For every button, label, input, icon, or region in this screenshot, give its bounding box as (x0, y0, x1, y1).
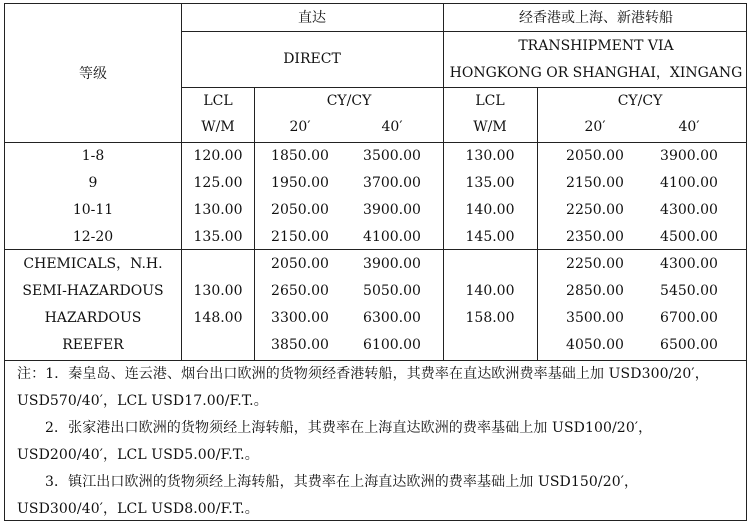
direct-40-cell: 6100.00 (363, 337, 421, 353)
rule (5, 142, 746, 143)
transhipment-header-en-2: HONGKONG OR SHANGHAI，XINGANG (449, 65, 743, 81)
note-2-line-1: 2．张家港出口欧洲的货物须经上海转船，其费率在上海直达欧洲的费率基础上加 USD100/20′， (45, 420, 653, 436)
direct-20-cell: 3850.00 (271, 337, 329, 353)
grade-cell: HAZARDOUS (44, 310, 142, 326)
direct-header-cn: 直达 (298, 10, 326, 26)
trans-40-cell: 4300.00 (660, 202, 718, 218)
rule (181, 31, 746, 32)
trans-20-cell: 2850.00 (566, 283, 624, 299)
trans-lcl-cell: 140.00 (465, 283, 515, 299)
trans-40-cell: 6700.00 (660, 310, 718, 326)
direct-40-cell: 3900.00 (363, 202, 421, 218)
direct-20-cell: 2150.00 (271, 229, 329, 245)
rule (181, 87, 746, 88)
trans-wm-header: W/M (473, 119, 507, 135)
trans-40-cell: 5450.00 (660, 283, 718, 299)
trans-lcl-cell: 145.00 (465, 229, 515, 245)
direct-lcl-header: LCL (203, 93, 233, 109)
trans-40-cell: 4100.00 (660, 175, 718, 191)
grade-cell: CHEMICALS，N.H. (23, 256, 163, 272)
grade-cell: 1-8 (81, 148, 105, 164)
direct-20-cell: 3300.00 (271, 310, 329, 326)
note-1-line-2: USD570/40′，LCL USD17.00/F.T.。 (17, 393, 268, 409)
direct-lcl-cell: 135.00 (193, 229, 243, 245)
rule (537, 87, 538, 360)
direct-40-header: 40′ (381, 119, 403, 135)
freight-rate-table (4, 3, 747, 521)
trans-40-cell: 3900.00 (660, 148, 718, 164)
direct-cycy-header: CY/CY (326, 93, 372, 109)
transhipment-header-cn: 经香港或上海、新港转船 (519, 10, 673, 26)
transhipment-header-en-1: TRANSHIPMENT VIA (518, 38, 674, 54)
trans-lcl-cell: 158.00 (465, 310, 515, 326)
direct-20-header: 20′ (289, 119, 311, 135)
trans-lcl-cell: 130.00 (465, 148, 515, 164)
note-3-line-2: USD300/40′，LCL USD8.00/F.T.。 (17, 501, 259, 517)
direct-40-cell: 6300.00 (363, 310, 421, 326)
trans-20-cell: 2350.00 (566, 229, 624, 245)
rule (5, 249, 746, 250)
direct-lcl-cell: 120.00 (193, 148, 243, 164)
trans-40-cell: 6500.00 (660, 337, 718, 353)
direct-40-cell: 3500.00 (363, 148, 421, 164)
rule (443, 4, 444, 360)
direct-lcl-cell: 130.00 (193, 283, 243, 299)
direct-lcl-cell: 130.00 (193, 202, 243, 218)
direct-40-cell: 5050.00 (363, 283, 421, 299)
direct-20-cell: 2050.00 (271, 202, 329, 218)
grade-cell: 12-20 (72, 229, 114, 245)
trans-40-cell: 4500.00 (660, 229, 718, 245)
direct-20-cell: 1950.00 (271, 175, 329, 191)
trans-20-cell: 2250.00 (566, 256, 624, 272)
trans-40-header: 40′ (678, 119, 700, 135)
grade-header: 等级 (79, 66, 107, 82)
grade-cell: 9 (88, 175, 98, 191)
direct-20-cell: 1850.00 (271, 148, 329, 164)
trans-20-cell: 2150.00 (566, 175, 624, 191)
trans-lcl-cell: 140.00 (465, 202, 515, 218)
trans-20-cell: 4050.00 (566, 337, 624, 353)
trans-20-cell: 2050.00 (566, 148, 624, 164)
direct-40-cell: 3700.00 (363, 175, 421, 191)
grade-cell: 10-11 (72, 202, 114, 218)
note-2-line-2: USD200/40′，LCL USD5.00/F.T.。 (17, 447, 259, 463)
note-1-line-1: 注：1．秦皇岛、连云港、烟台出口欧洲的货物须经香港转船，其费率在直达欧洲费率基础上加 USD300/20′， (17, 366, 709, 382)
trans-20-cell: 3500.00 (566, 310, 624, 326)
rule (181, 4, 182, 360)
direct-wm-header: W/M (201, 119, 235, 135)
grade-cell: REEFER (62, 337, 124, 353)
direct-20-cell: 2650.00 (271, 283, 329, 299)
grade-cell: SEMI-HAZARDOUS (22, 283, 164, 299)
direct-40-cell: 4100.00 (363, 229, 421, 245)
trans-20-cell: 2250.00 (566, 202, 624, 218)
rule (254, 87, 255, 360)
trans-40-cell: 4300.00 (660, 256, 718, 272)
trans-cycy-header: CY/CY (617, 93, 663, 109)
direct-header-en: DIRECT (283, 51, 341, 67)
rule (5, 360, 746, 361)
direct-20-cell: 2050.00 (271, 256, 329, 272)
note-3-line-1: 3．镇江出口欧洲的货物须经上海转船，其费率在上海直达欧洲的费率基础上加 USD150/20′， (45, 474, 639, 490)
trans-lcl-header: LCL (475, 93, 505, 109)
direct-lcl-cell: 148.00 (193, 310, 243, 326)
trans-20-header: 20′ (584, 119, 606, 135)
direct-40-cell: 3900.00 (363, 256, 421, 272)
direct-lcl-cell: 125.00 (193, 175, 243, 191)
trans-lcl-cell: 135.00 (465, 175, 515, 191)
